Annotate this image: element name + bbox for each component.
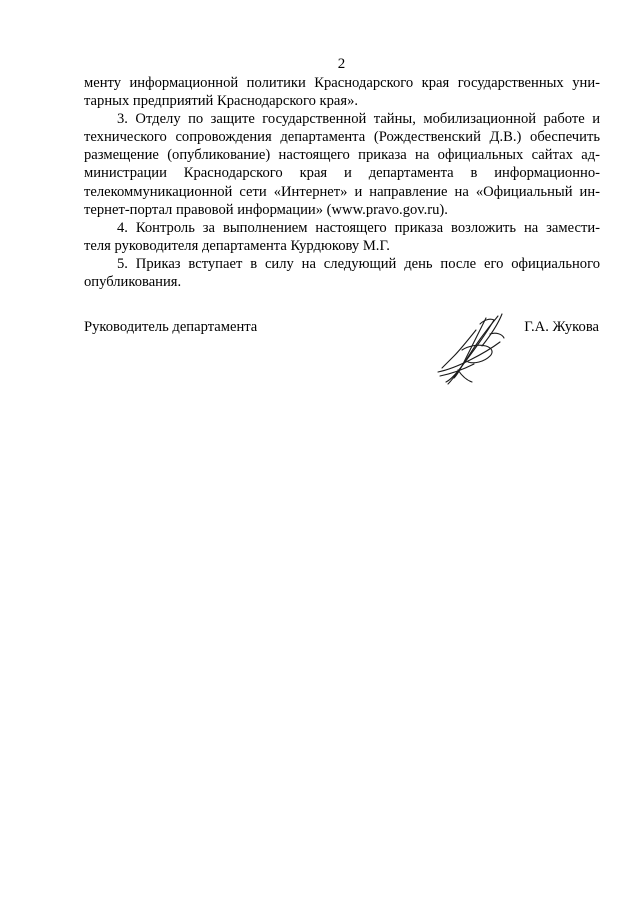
document-body — [84, 74, 600, 291]
signatory-name: Г.А. Жукова — [524, 319, 599, 335]
handwritten-signature-icon — [428, 310, 518, 390]
paragraph-5-line: 5. Приказ вступает в силу на следующий день после его официального — [117, 255, 600, 272]
signatory-position: Руководитель департамента — [84, 319, 258, 335]
paragraph-3-line: 3. Отделу по защите государственной тайны, мобилизационной работе и — [117, 111, 600, 128]
body-line: тернет-портал правовой информации» (www.pravo.gov.ru). — [84, 201, 448, 218]
body-line: технического сопровождения департамента (Рождественский Д.В.) обеспечить — [84, 129, 600, 146]
body-line: телекоммуникационной сети «Интернет» и направление на «Официальный ин- — [84, 183, 600, 200]
body-line: опубликования. — [84, 274, 182, 291]
body-line: министрации Краснодарского края и департамента в информационно- — [84, 165, 600, 182]
body-line: менту информационной политики Краснодарского края государственных уни- — [84, 75, 600, 91]
page-number: 2 — [337, 56, 346, 72]
body-line: теля руководителя департамента Курдюкову М.Г. — [84, 237, 390, 254]
paragraph-4-line: 4. Контроль за выполнением настоящего приказа возложить на замести- — [117, 219, 600, 236]
body-line: тарных предприятий Краснодарского края». — [84, 93, 359, 110]
body-line: размещение (опубликование) настоящего приказа на официальных сайтах ад- — [84, 147, 600, 164]
